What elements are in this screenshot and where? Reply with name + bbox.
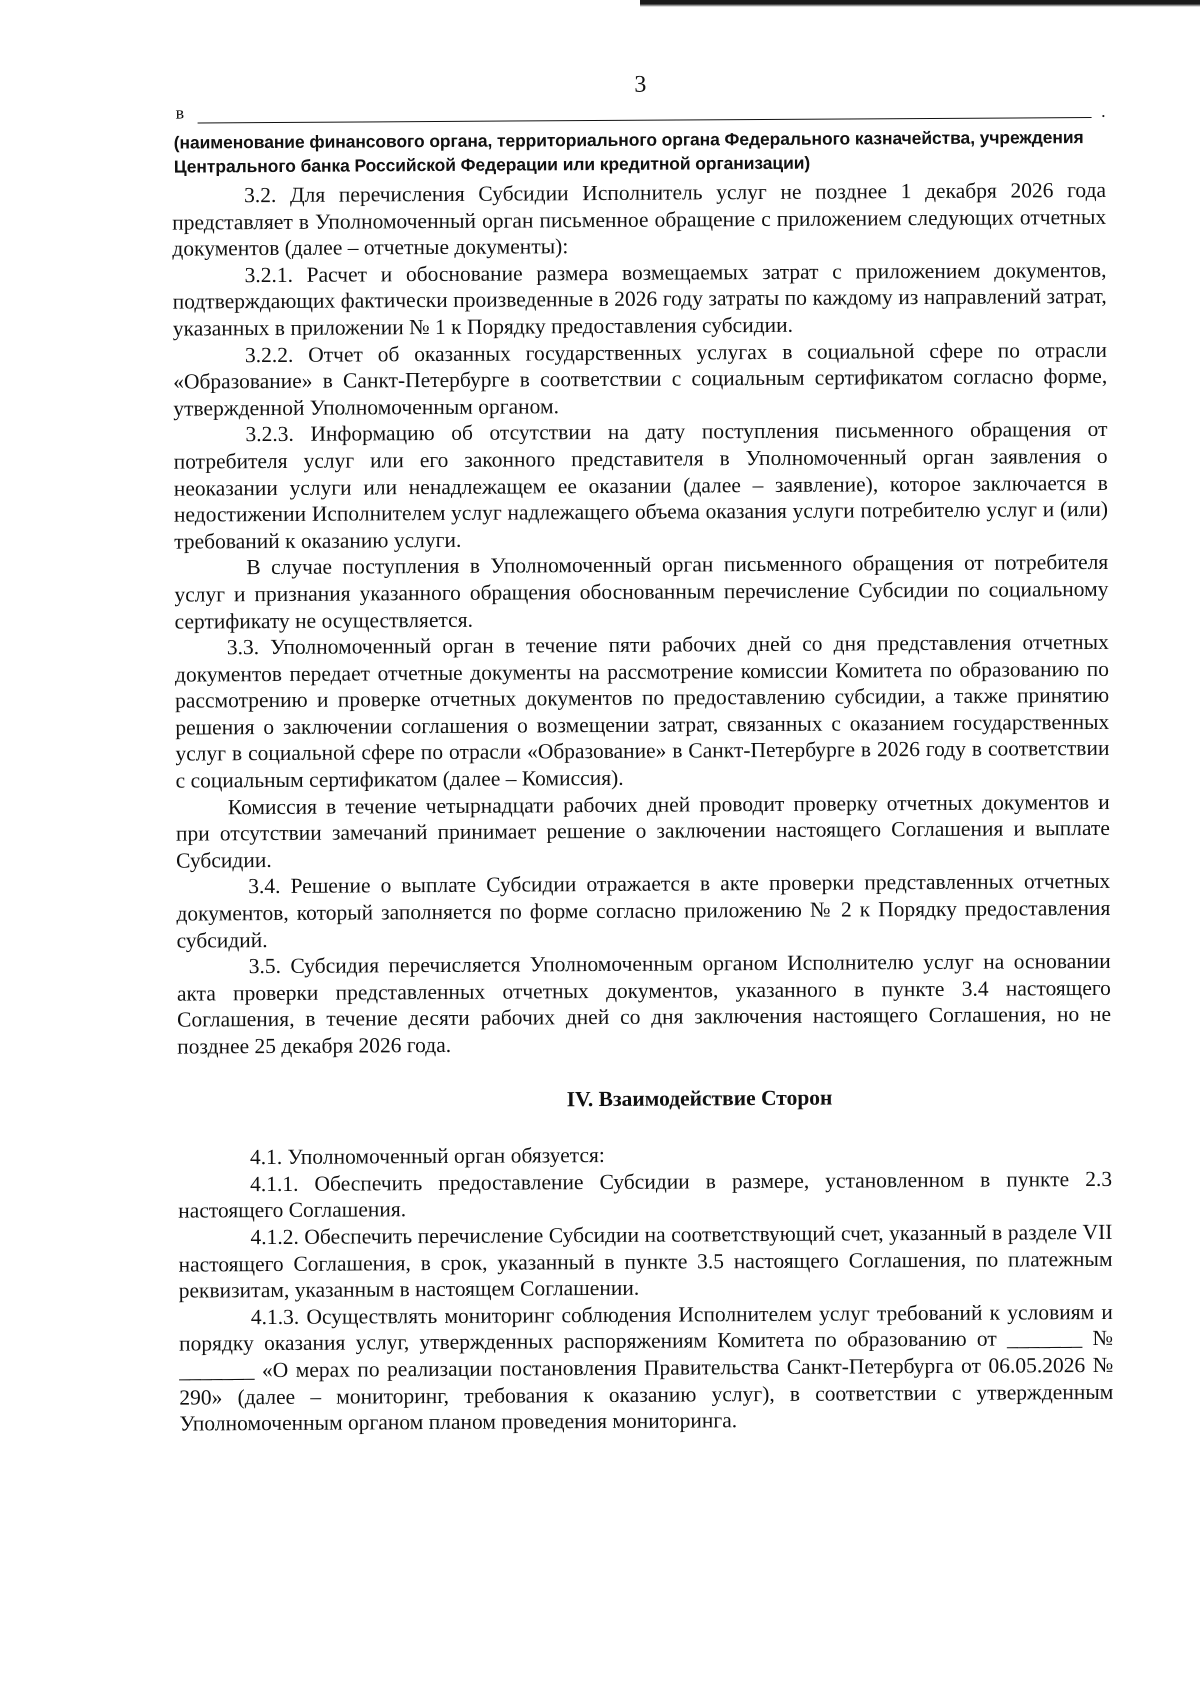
document-body — [172, 177, 1114, 1437]
fill-in-caption: (наименование финансового органа, территориального органа Федерального казначейства, учреждения Центрального банка Российской Федерации или кредитной организации) — [173, 127, 1084, 177]
fill-in-line-suffix: . — [1100, 100, 1106, 121]
paragraph-4-1: 4.1. Уполномоченный орган обязуется: — [249, 1143, 605, 1170]
paragraph-3-2-3: 3.2.3. Информацию об отсутствии на дату поступления письменного обращения от потребителя услуг или его законного представителя в Уполномоченный орган заявления о неоказании услуги или ненадлежащем ее оказании (далее – заявление), которое заключается в недостижении Исполнителем услуг надлежащего объема оказания услуги потребителю услуг и (или) требований к оказанию услуги. — [173, 417, 1109, 554]
paragraph-3-5: 3.5. Субсидия перечисляется Уполномоченным органом Исполнителю услуг на основании акта проверки представленных отчетных документов, указанного в пункте 3.4 настоящего Соглашения, в течение десяти рабочих дней со дня заключения настоящего Соглашения, но не позднее 25 декабря 2026 года. — [176, 949, 1112, 1059]
fill-in-underline — [198, 117, 1092, 123]
paragraph-3-2-1: 3.2.1. Расчет и обоснование размера возмещаемых затрат с приложением документов, подтверждающих фактически произведенные в 2026 году затраты по каждому из направлений затрат, указанных в приложении № 1 к Порядку предоставления субсидии. — [172, 257, 1107, 341]
paragraph-4-1-2: 4.1.2. Обеспечить перечисление Субсидии на соответствующий счет, указанный в разделе VII настоящего Соглашения, в срок, указанный в пункте 3.5 настоящего Соглашения, по платежным реквизитам, указанным в настоящем Соглашении. — [178, 1219, 1113, 1303]
page-number: 3 — [634, 71, 647, 98]
paragraph-commission: Комиссия в течение четырнадцати рабочих дней проводит проверку отчетных документов и при отсутствии замечаний принимает решение о заключении настоящего Соглашения и выплате Субсидии. — [175, 789, 1110, 873]
paragraph-3-2-2: 3.2.2. Отчет об оказанных государственных услугах в социальной сфере по отрасли «Образование» в Санкт-Петербурге в соответствии с социальным сертификатом согласно форме, утвержденной Уполномоченным органом. — [173, 337, 1108, 421]
fill-in-line — [175, 97, 1105, 129]
paragraph-3-4: 3.4. Решение о выплате Субсидии отражается в акте проверки представленных отчетных документов, который заполняется по форме согласно приложению № 2 к Порядку предоставления субсидий. — [176, 869, 1111, 953]
paragraph-3-2: 3.2. Для перечисления Субсидии Исполнитель услуг не позднее 1 декабря 2026 года представляет в Уполномоченный орган письменное обращение с приложением следующих отчетных документов (далее – отчетные документы): — [172, 177, 1107, 261]
paragraph-4-1-3: 4.1.3. Осуществлять мониторинг соблюдения Исполнителем услуг требований к условиям и порядку оказания услуг, утвержденных распоряжениям Комитета по образованию от _______ № _______ «О мерах по реализации постановления Правительства Санкт-Петербурга от 06.05.2026 № 290» (далее – мониторинг, требования к оказанию услуг), в соответствии с утвержденным Уполномоченным органом планом проведения мониторинга. — [178, 1299, 1114, 1436]
paragraph-3-3: 3.3. Уполномоченный орган в течение пяти рабочих дней со дня представления отчетных документов передает отчетные документы на рассмотрение комиссии Комитета по образованию по рассмотрению и проверке отчетных документов по предоставлению субсидии, а также принятию решения о заключении соглашения о возмещении затрат, связанных с оказанием государственных услуг в социальной сфере по отрасли «Образование» в Санкт-Петербурге в 2026 году в соответствии с социальным сертификатом (далее – Комиссия). — [174, 629, 1110, 793]
paragraph-4-1-1: 4.1.1. Обеспечить предоставление Субсидии в размере, установленном в пункте 2.3 настоящего Соглашения. — [178, 1166, 1113, 1223]
paragraph-appeal-case: В случае поступления в Уполномоченный орган письменного обращения от потребителя услуг и признания указанного обращения обоснованным перечисление Субсидии по социальному сертификату не осуществляется. — [174, 550, 1109, 634]
fill-in-line-prefix: в — [175, 102, 185, 123]
section-heading: IV. Взаимодействие Сторон — [566, 1085, 833, 1111]
